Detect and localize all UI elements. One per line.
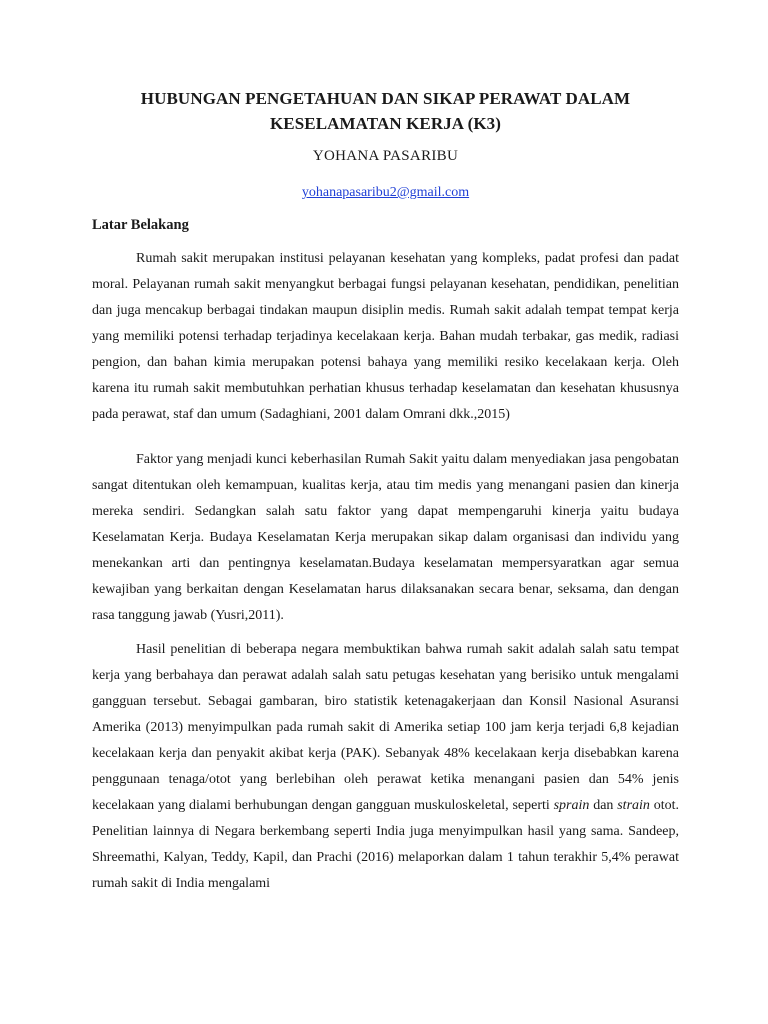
paragraph-3-italic-sprain: sprain bbox=[553, 798, 590, 813]
author-email bbox=[92, 182, 679, 204]
title-line-2: KESELAMATAN KERJA (K3) bbox=[269, 114, 502, 133]
email-link[interactable]: yohanapasaribu2@gmail.com bbox=[301, 185, 470, 200]
paragraph-3-text-c: otot. Penelitian lainnya di Negara berkembang seperti India juga menyimpulkan hasil yang sama. Sandeep, Shreemathi, Kalyan, Teddy, Kapil, dan Prachi (2016) melaporkan dalam 1 tahun terakhir 5,4% perawat rumah sakit di India mengalami bbox=[92, 798, 680, 891]
author-name: YOHANA PASARIBU bbox=[312, 148, 459, 164]
paragraph-3 bbox=[92, 637, 679, 897]
paragraph-3-italic-strain: strain bbox=[617, 798, 650, 813]
paragraph-3-text-b: dan bbox=[589, 798, 618, 813]
paragraph-2: Faktor yang menjadi kunci keberhasilan Rumah Sakit yaitu dalam menyediakan jasa pengobatan sangat ditentukan oleh kemampuan, kualitas kerja, atau tim medis yang menangani pasien dan kinerja mereka sendiri. Sedangkan salah satu faktor yang dapat mempengaruhi kinerja yaitu budaya Keselamatan Kerja. Budaya Keselamatan Kerja merupakan sikap dalam organisasi dan individu yang menekankan arti dan pentingnya keselamatan.Budaya keselamatan mempersyaratkan agar semua kewajiban yang berkaitan dengan Keselamatan harus dilaksanakan secara benar, seksama, dan dengan rasa tanggung jawab (Yusri,2011). bbox=[92, 452, 679, 623]
title-line-1: HUBUNGAN PENGETAHUAN DAN SIKAP PERAWAT DALAM bbox=[140, 89, 631, 108]
paragraph-1: Rumah sakit merupakan institusi pelayanan kesehatan yang kompleks, padat profesi dan padat moral. Pelayanan rumah sakit menyangkut berbagai fungsi pelayanan kesehatan, pendidikan, penelitian dan juga mencakup berbagai tindakan maupun disiplin medis. Rumah sakit adalah tempat tempat kerja yang memiliki potensi terhadap terjadinya kecelakaan kerja. Bahan mudah terbakar, gas medik, radiasi pengion, dan bahan kimia merupakan potensi bahaya yang memiliki resiko kecelakaan kerja. Oleh karena itu rumah sakit membutuhkan perhatian khusus terhadap keselamatan dan kesehatan khususnya pada perawat, staf dan umum (Sadaghiani, 2001 dalam Omrani dkk.,2015) bbox=[92, 251, 679, 422]
document-title bbox=[92, 86, 679, 136]
section-heading: Latar Belakang bbox=[92, 217, 189, 233]
document-page bbox=[92, 86, 679, 897]
paragraph-3-text-a: Hasil penelitian di beberapa negara membuktikan bahwa rumah sakit adalah salah satu tempat kerja yang berbahaya dan perawat adalah salah satu petugas kesehatan yang berisiko untuk mengalami gangguan tersebut. Sebagai gambaran, biro statistik ketenagakerjaan dan Konsil Nasional Asuransi Amerika (2013) menyimpulkan pada rumah sakit di Amerika setiap 100 jam kerja terjadi 6,8 kejadian kecelakaan kerja dan penyakit akibat kerja (PAK). Sebanyak 48% kecelakaan kerja disebabkan karena penggunaan tenaga/otot yang berlebihan oleh perawat ketika menangani pasien dan 54% jenis kecelakaan yang dialami berhubungan dengan gangguan muskuloskeletal, seperti bbox=[92, 642, 679, 813]
